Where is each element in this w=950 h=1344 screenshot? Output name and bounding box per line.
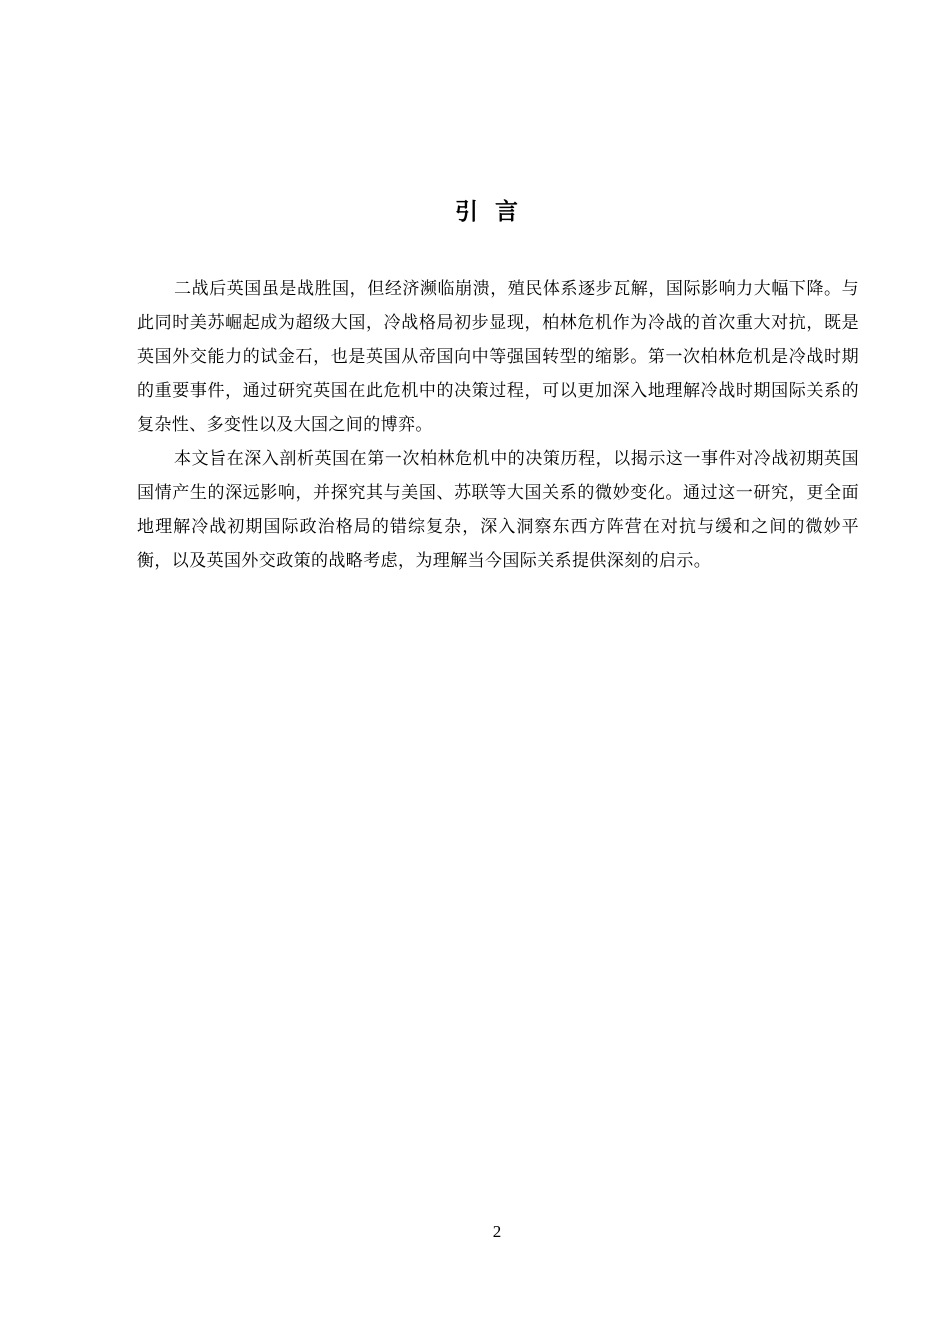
page-number: 2 (492, 1222, 502, 1241)
paragraph-2: 本文旨在深入剖析英国在第一次柏林危机中的决策历程，以揭示这一事件对冷战初期英国国情产生的深远影响，并探究其与美国、苏联等大国关系的微妙变化。通过这一研究，更全面地理解冷战初期国际政治格局的错综复杂，深入洞察东西方阵营在对抗与缓和之间的微妙平衡，以及英国外交政策的战略考虑，为理解当今国际关系提供深刻的启示。 (137, 449, 859, 571)
body-text (137, 272, 859, 578)
paragraph-1: 二战后英国虽是战胜国，但经济濒临崩溃，殖民体系逐步瓦解，国际影响力大幅下降。与此同时美苏崛起成为超级大国，冷战格局初步显现，柏林危机作为冷战的首次重大对抗，既是英国外交能力的试金石，也是英国从帝国向中等强国转型的缩影。第一次柏林危机是冷战时期的重要事件，通过研究英国在此危机中的决策过程，可以更加深入地理解冷战时期国际关系的复杂性、多变性以及大国之间的博弈。 (137, 279, 859, 435)
section-title: 引言 (455, 199, 535, 225)
